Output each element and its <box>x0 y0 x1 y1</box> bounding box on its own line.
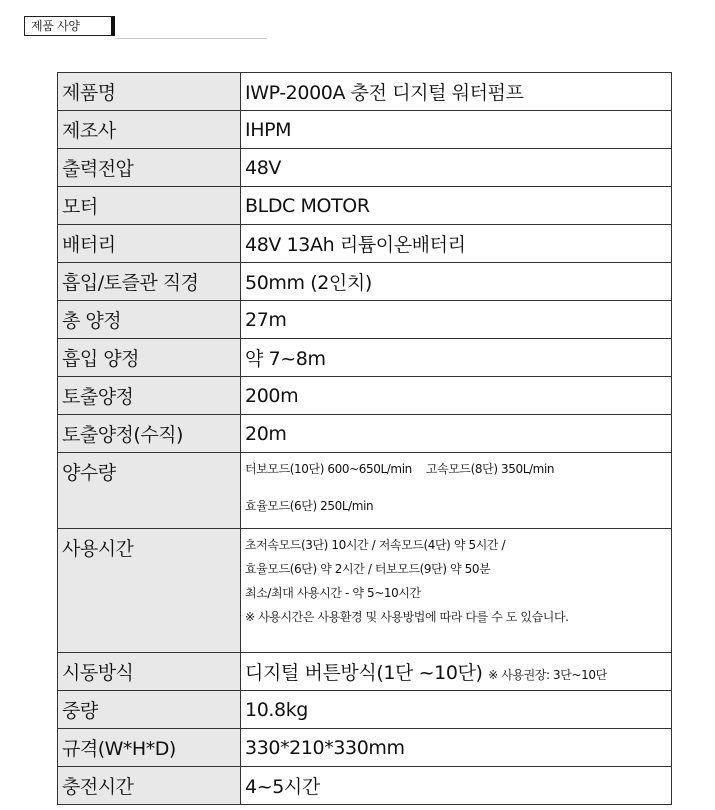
row-value-total-head: 27m <box>241 301 672 339</box>
table-row <box>58 529 672 653</box>
table-row <box>58 111 672 149</box>
table-row <box>58 415 672 453</box>
flow-rate-efficiency: 효율모드(6단) 250L/min <box>245 499 374 513</box>
row-value-discharge-head: 200m <box>241 377 672 415</box>
row-label-dimensions: 규격(W*H*D) <box>58 729 241 767</box>
row-label-battery: 배터리 <box>58 225 241 263</box>
usage-time-line: 최소/최대 사용시간 - 약 5~10시간 <box>245 586 421 600</box>
flow-rate-high-speed: 고속모드(8단) 350L/min <box>425 462 555 476</box>
section-tab-label: 제품 사양 <box>31 19 80 33</box>
table-row <box>58 691 672 729</box>
row-value-weight: 10.8kg <box>241 691 672 729</box>
row-label-usage-time: 사용시간 <box>58 529 241 653</box>
row-label-output-voltage: 출력전압 <box>58 149 241 187</box>
usage-time-line: 효율모드(6단) 약 2시간 / 터보모드(9단) 약 50분 <box>245 562 491 576</box>
row-value-discharge-head-vertical: 20m <box>241 415 672 453</box>
table-row <box>58 767 672 805</box>
row-label-weight: 중량 <box>58 691 241 729</box>
row-label-motor: 모터 <box>58 187 241 225</box>
table-row <box>58 73 672 111</box>
flow-rate-line <box>245 461 671 478</box>
table-row <box>58 339 672 377</box>
row-value-motor: BLDC MOTOR <box>241 187 672 225</box>
row-value-suction-head: 약 7~8m <box>241 339 672 377</box>
section-divider <box>115 38 267 39</box>
row-label-pipe-diameter: 흡입/토즐관 직경 <box>58 263 241 301</box>
row-value-start-method <box>241 653 672 691</box>
row-label-start-method: 시동방식 <box>58 653 241 691</box>
table-row <box>58 653 672 691</box>
table-row <box>58 263 672 301</box>
table-row <box>58 453 672 529</box>
row-label-product-name: 제품명 <box>58 73 241 111</box>
row-label-discharge-head-vertical: 토출양정(수직) <box>58 415 241 453</box>
table-row <box>58 149 672 187</box>
row-label-discharge-head: 토출양정 <box>58 377 241 415</box>
row-value-battery: 48V 13Ah 리튬이온배터리 <box>241 225 672 263</box>
start-method-value: 디지털 버튼방식(1단 ~10단) <box>245 662 483 684</box>
table-row <box>58 301 672 339</box>
row-label-charge-time: 충전시간 <box>58 767 241 805</box>
usage-time-note: ※ 사용시간은 사용환경 및 사용방법에 따라 다를 수 도 있습니다. <box>245 610 569 624</box>
row-value-pipe-diameter: 50mm (2인치) <box>241 263 672 301</box>
flow-rate-turbo: 터보모드(10단) 600~650L/min <box>245 462 412 476</box>
row-value-charge-time: 4~5시간 <box>241 767 672 805</box>
row-value-manufacturer: IHPM <box>241 111 672 149</box>
table-row <box>58 187 672 225</box>
row-value-output-voltage: 48V <box>241 149 672 187</box>
start-method-note: ※ 사용권장: 3단~10단 <box>488 668 607 682</box>
table-row <box>58 729 672 767</box>
usage-time-line: 초저속모드(3단) 10시간 / 저속모드(4단) 약 5시간 / <box>245 538 506 552</box>
row-value-usage-time <box>241 529 672 653</box>
row-value-flow-rate <box>241 453 672 529</box>
row-value-dimensions: 330*210*330mm <box>241 729 672 767</box>
spec-table <box>57 72 672 805</box>
row-value-product-name: IWP-2000A 충전 디지털 워터펌프 <box>241 73 672 111</box>
row-label-manufacturer: 제조사 <box>58 111 241 149</box>
row-label-suction-head: 흡입 양정 <box>58 339 241 377</box>
row-label-flow-rate: 양수량 <box>58 453 241 529</box>
row-label-total-head: 총 양정 <box>58 301 241 339</box>
table-row <box>58 225 672 263</box>
section-tab <box>24 16 115 36</box>
table-row <box>58 377 672 415</box>
